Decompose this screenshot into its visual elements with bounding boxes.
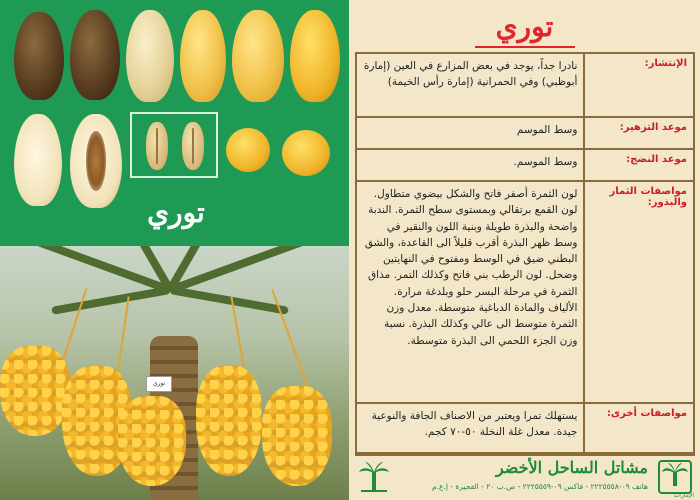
variety-tag-label: توري <box>146 376 172 392</box>
date-fruit-yellow-2 <box>232 10 284 102</box>
date-fruit-gold <box>290 10 340 102</box>
distribution-label: الإنتشار: <box>584 53 694 117</box>
table-row-ripening <box>356 149 694 181</box>
date-fruit-cream <box>126 10 174 102</box>
date-seed <box>146 122 168 170</box>
variety-title: توري <box>495 10 554 43</box>
variety-info-table <box>355 52 695 456</box>
distribution-value: نادرا جداً، يوجد في بعض المزارع في العين (إمارة أبوظبي) وفي الحمرانية (إمارة رأس الخيمة) <box>356 53 584 117</box>
date-bunch <box>0 346 70 436</box>
seed-display-box <box>130 112 218 178</box>
organization-name: مشاتل الساحل الأخضر <box>495 458 648 477</box>
flowering-label: موعد التزهير: <box>584 117 694 149</box>
date-seed-2 <box>182 122 204 170</box>
flowering-value: وسط الموسم <box>356 117 584 149</box>
table-row-other-specs <box>356 403 694 455</box>
date-bunch <box>118 396 186 486</box>
date-cross-section <box>226 128 270 172</box>
table-row-fruit-specs <box>356 181 694 403</box>
other-specs-value: يستهلك تمرا ويعتبر من الاصناف الجافة والنوعية جيدة. معدل غلة النخلة ٥٠-٧٠ كجم. <box>356 403 584 455</box>
date-cut-half <box>14 114 62 206</box>
bunch-strand <box>271 289 311 393</box>
ripening-label: موعد النضج: <box>584 149 694 181</box>
other-specs-label: مواصفات أخرى: <box>584 403 694 455</box>
date-bunch <box>196 366 262 476</box>
ripening-value: وسط الموسم. <box>356 149 584 181</box>
info-card <box>349 0 700 500</box>
footer-divider <box>355 452 695 454</box>
date-bunch <box>262 386 332 486</box>
palm-tree-logo-icon <box>658 460 692 494</box>
date-fruit-brown-2 <box>70 10 120 100</box>
date-fruit-brown <box>14 12 64 100</box>
table-row-flowering <box>356 117 694 149</box>
fruit-photo-panel <box>0 0 349 246</box>
fruit-specs-label: مواصفات الثمار والبذور: <box>584 181 694 403</box>
fruit-specs-value: لون الثمرة أصفر فاتح والشكل بيضوي متطاول. لون القمع برتقالي وبمستوى سطح الثمرة. الندبة واضحة والبذرة طويلة وبنية اللون والنقير في وسط ظهر البذرة أقرب قليلاً الى القاعدة، والشق البطني ضيق في الوسط ومفتوح في النهايتين وضحل. لون الرطب بني فاتح وكذلك التمر. مذاق الثمرة في مرحلة البسر حلو وبلدغة مرارة. الألياف والمادة الدباغية متوسطة. معدل وزن الثمرة متوسط الى عالي وكذلك البذرة. نسبة وزن الجزء اللحمي الى البذرة متوسطة. <box>356 181 584 403</box>
palm-photo-panel <box>0 246 349 500</box>
palm-tree-logo-icon <box>357 460 391 494</box>
contact-info: هاتف ٠٩-٢٢٢٥٥٥٨ - فاكس ٠٩-٢٢٢٥٥٥٩ - ص.ب ٢٠ - الفجيرة - إ.ع.م <box>431 482 648 491</box>
logo-label: الإمارات <box>673 492 694 499</box>
date-cross-section-2 <box>282 130 330 176</box>
photo-column <box>0 0 349 500</box>
footer <box>349 452 700 500</box>
date-fruit-yellow <box>180 10 226 102</box>
date-cut-half-seed <box>70 114 122 208</box>
palm-frond <box>51 286 171 315</box>
variety-name-caption: توري <box>147 196 205 229</box>
title-underline <box>475 46 575 48</box>
table-row-distribution <box>356 53 694 117</box>
